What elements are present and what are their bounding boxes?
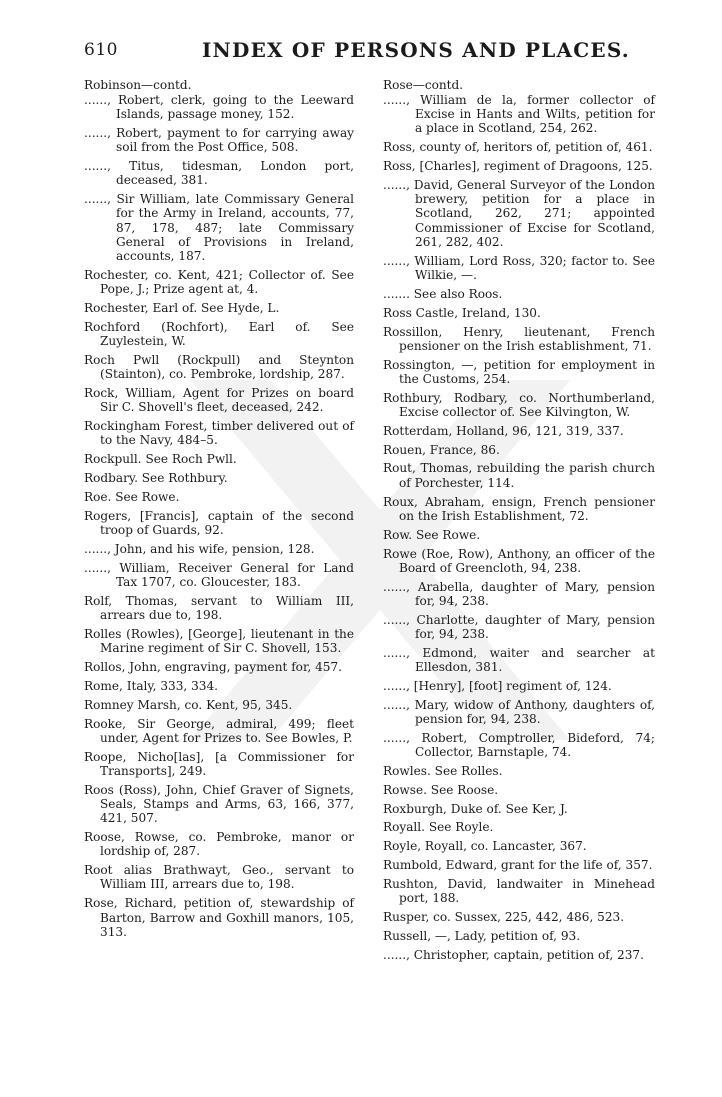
- index-entry: Romney Marsh, co. Kent, 95, 345.: [84, 697, 293, 712]
- index-entry: Rusper, co. Sussex, 225, 442, 486, 523.: [383, 910, 625, 925]
- index-entry: Ross Castle, Ireland, 130.: [383, 305, 541, 320]
- running-title: INDEX OF PERSONS AND PLACES.: [202, 38, 630, 62]
- index-entry: Rouen, France, 86.: [383, 442, 500, 457]
- index-entry: ......, Titus, tidesman, London port, deceased, 381.: [84, 159, 354, 188]
- index-entry: Rose—contd.: [383, 78, 464, 92]
- index-entry: ......, Sir William, late Commissary General for the Army in Ireland, accounts, 77, 87, 178, 487; late Commissary General of Provisions in Ireland, accounts, 187.: [84, 192, 354, 264]
- index-entry: Russell, —, Lady, petition of, 93.: [383, 928, 581, 943]
- index-entry: ......, William, Receiver General for Land Tax 1707, co. Gloucester, 183.: [84, 560, 354, 589]
- index-entry: ......, Robert, Comptroller, Bideford, 74; Collector, Barnstaple, 74.: [383, 730, 655, 760]
- index-entry: ......, Christopher, captain, petition of, 237.: [383, 947, 644, 962]
- index-entry: Royle, Royall, co. Lancaster, 367.: [383, 839, 587, 854]
- index-entry: Roe. See Rowe.: [84, 489, 180, 504]
- index-entry: Rumbold, Edward, grant for the life of, 357.: [383, 858, 653, 873]
- index-entry: Rossington, —, petition for employment in the Customs, 254.: [383, 357, 655, 386]
- index-entry: Roope, Nicho[las], [a Commissioner for Transports], 249.: [84, 749, 354, 778]
- index-entry: Rockingham Forest, timber delivered out of to the Navy, 484–5.: [84, 419, 354, 448]
- index-entry: ......, William, Lord Ross, 320; factor to. See Wilkie, —.: [383, 253, 655, 282]
- index-entry: Ross, county of, heritors of, petition of, 461.: [383, 140, 653, 155]
- index-entry: Root alias Brathwayt, Geo., servant to William III, arrears due to, 198.: [84, 863, 354, 892]
- index-entry: Robinson—contd.: [84, 78, 192, 92]
- index-entry: Roose, Rowse, co. Pembroke, manor or lordship of, 287.: [84, 830, 354, 859]
- index-entry: ......, Charlotte, daughter of Mary, pension for, 94, 238.: [383, 612, 655, 641]
- index-entry: Ross, [Charles], regiment of Dragoons, 125.: [383, 159, 653, 174]
- index-entry: Rodbary. See Rothbury.: [84, 471, 228, 486]
- index-entry: ......, John, and his wife, pension, 128.: [84, 541, 315, 556]
- index-entry: ......, David, General Surveyor of the London brewery, petition for a place in Scotland, 262, 271; appointed Commissioner of Excise for Scotland, 261, 282, 402.: [383, 177, 655, 249]
- index-entry: ......, [Henry], [foot] regiment of, 124.: [383, 678, 612, 693]
- index-entry: ......, Edmond, waiter and searcher at Ellesdon, 381.: [383, 645, 655, 675]
- index-entry: ......, Mary, widow of Anthony, daughters of, pension for, 94, 238.: [383, 697, 655, 726]
- index-entry: Rose, Richard, petition of, stewardship of Barton, Barrow and Goxhill manors, 105, 313.: [84, 896, 354, 939]
- index-entry: Rossillon, Henry, lieutenant, French pensioner on the Irish establishment, 71.: [383, 324, 655, 353]
- page-number: 610: [84, 40, 118, 60]
- index-entry: ......, Arabella, daughter of Mary, pension for, 94, 238.: [383, 579, 655, 608]
- index-entry: Rochester, co. Kent, 421; Collector of. See Pope, J.; Prize agent at, 4.: [84, 267, 354, 297]
- index-entry: Row. See Rowe.: [383, 527, 481, 542]
- index-entry: Roxburgh, Duke of. See Ker, J.: [383, 801, 568, 816]
- index-column-right: [383, 78, 655, 967]
- index-column-left: [84, 78, 354, 944]
- index-entry: Rochford (Rochfort), Earl of. See Zuylestein, W.: [84, 319, 354, 349]
- index-entry: Roos (Ross), John, Chief Graver of Signets, Seals, Stamps and Arms, 63, 166, 377, 421, 507.: [84, 782, 354, 826]
- index-entry: Royall. See Royle.: [383, 820, 494, 835]
- page-header: [84, 38, 664, 68]
- index-entry: Rowe (Roe, Row), Anthony, an officer of the Board of Greencloth, 94, 238.: [383, 546, 655, 575]
- index-entry: Rotterdam, Holland, 96, 121, 319, 337.: [383, 423, 624, 438]
- index-entry: Rothbury, Rodbary, co. Northumberland, Excise collector of. See Kilvington, W.: [383, 390, 655, 419]
- index-entry: Rochester, Earl of. See Hyde, L.: [84, 301, 280, 316]
- index-entry: Rogers, [Francis], captain of the second troop of Guards, 92.: [84, 508, 354, 538]
- index-entry: ......, Robert, clerk, going to the Leeward Islands, passage money, 152.: [84, 92, 354, 122]
- index-entry: Rooke, Sir George, admiral, 499; fleet under, Agent for Prizes to. See Bowles, P.: [84, 716, 354, 745]
- index-entry: Rockpull. See Roch Pwll.: [84, 452, 237, 467]
- index-entry: Rollos, John, engraving, payment for, 457.: [84, 660, 343, 675]
- index-entry: Rowse. See Roose.: [383, 782, 499, 797]
- index-entry: ......, William de la, former collector of Excise in Hants and Wilts, petition for a place in Scotland, 254, 262.: [383, 92, 655, 136]
- index-entry: Rolles (Rowles), [George], lieutenant in the Marine regiment of Sir C. Shovell, 153.: [84, 626, 354, 656]
- index-entry: Rushton, David, landwaiter in Minehead port, 188.: [383, 876, 655, 906]
- index-entry: Roch Pwll (Rockpull) and Steynton (Stainton), co. Pembroke, lordship, 287.: [84, 353, 354, 382]
- index-entry: Roux, Abraham, ensign, French pensioner on the Irish Establishment, 72.: [383, 494, 655, 523]
- index-entry: Rock, William, Agent for Prizes on board Sir C. Shovell's fleet, deceased, 242.: [84, 386, 354, 415]
- index-entry: ....... See also Roos.: [383, 286, 503, 301]
- index-entry: Rolf, Thomas, servant to William III, arrears due to, 198.: [84, 593, 354, 623]
- index-entry: Rout, Thomas, rebuilding the parish church of Porchester, 114.: [383, 461, 655, 490]
- index-entry: ......, Robert, payment to for carrying away soil from the Post Office, 508.: [84, 125, 354, 155]
- index-entry: Rowles. See Rolles.: [383, 763, 503, 778]
- index-entry: Rome, Italy, 333, 334.: [84, 678, 219, 693]
